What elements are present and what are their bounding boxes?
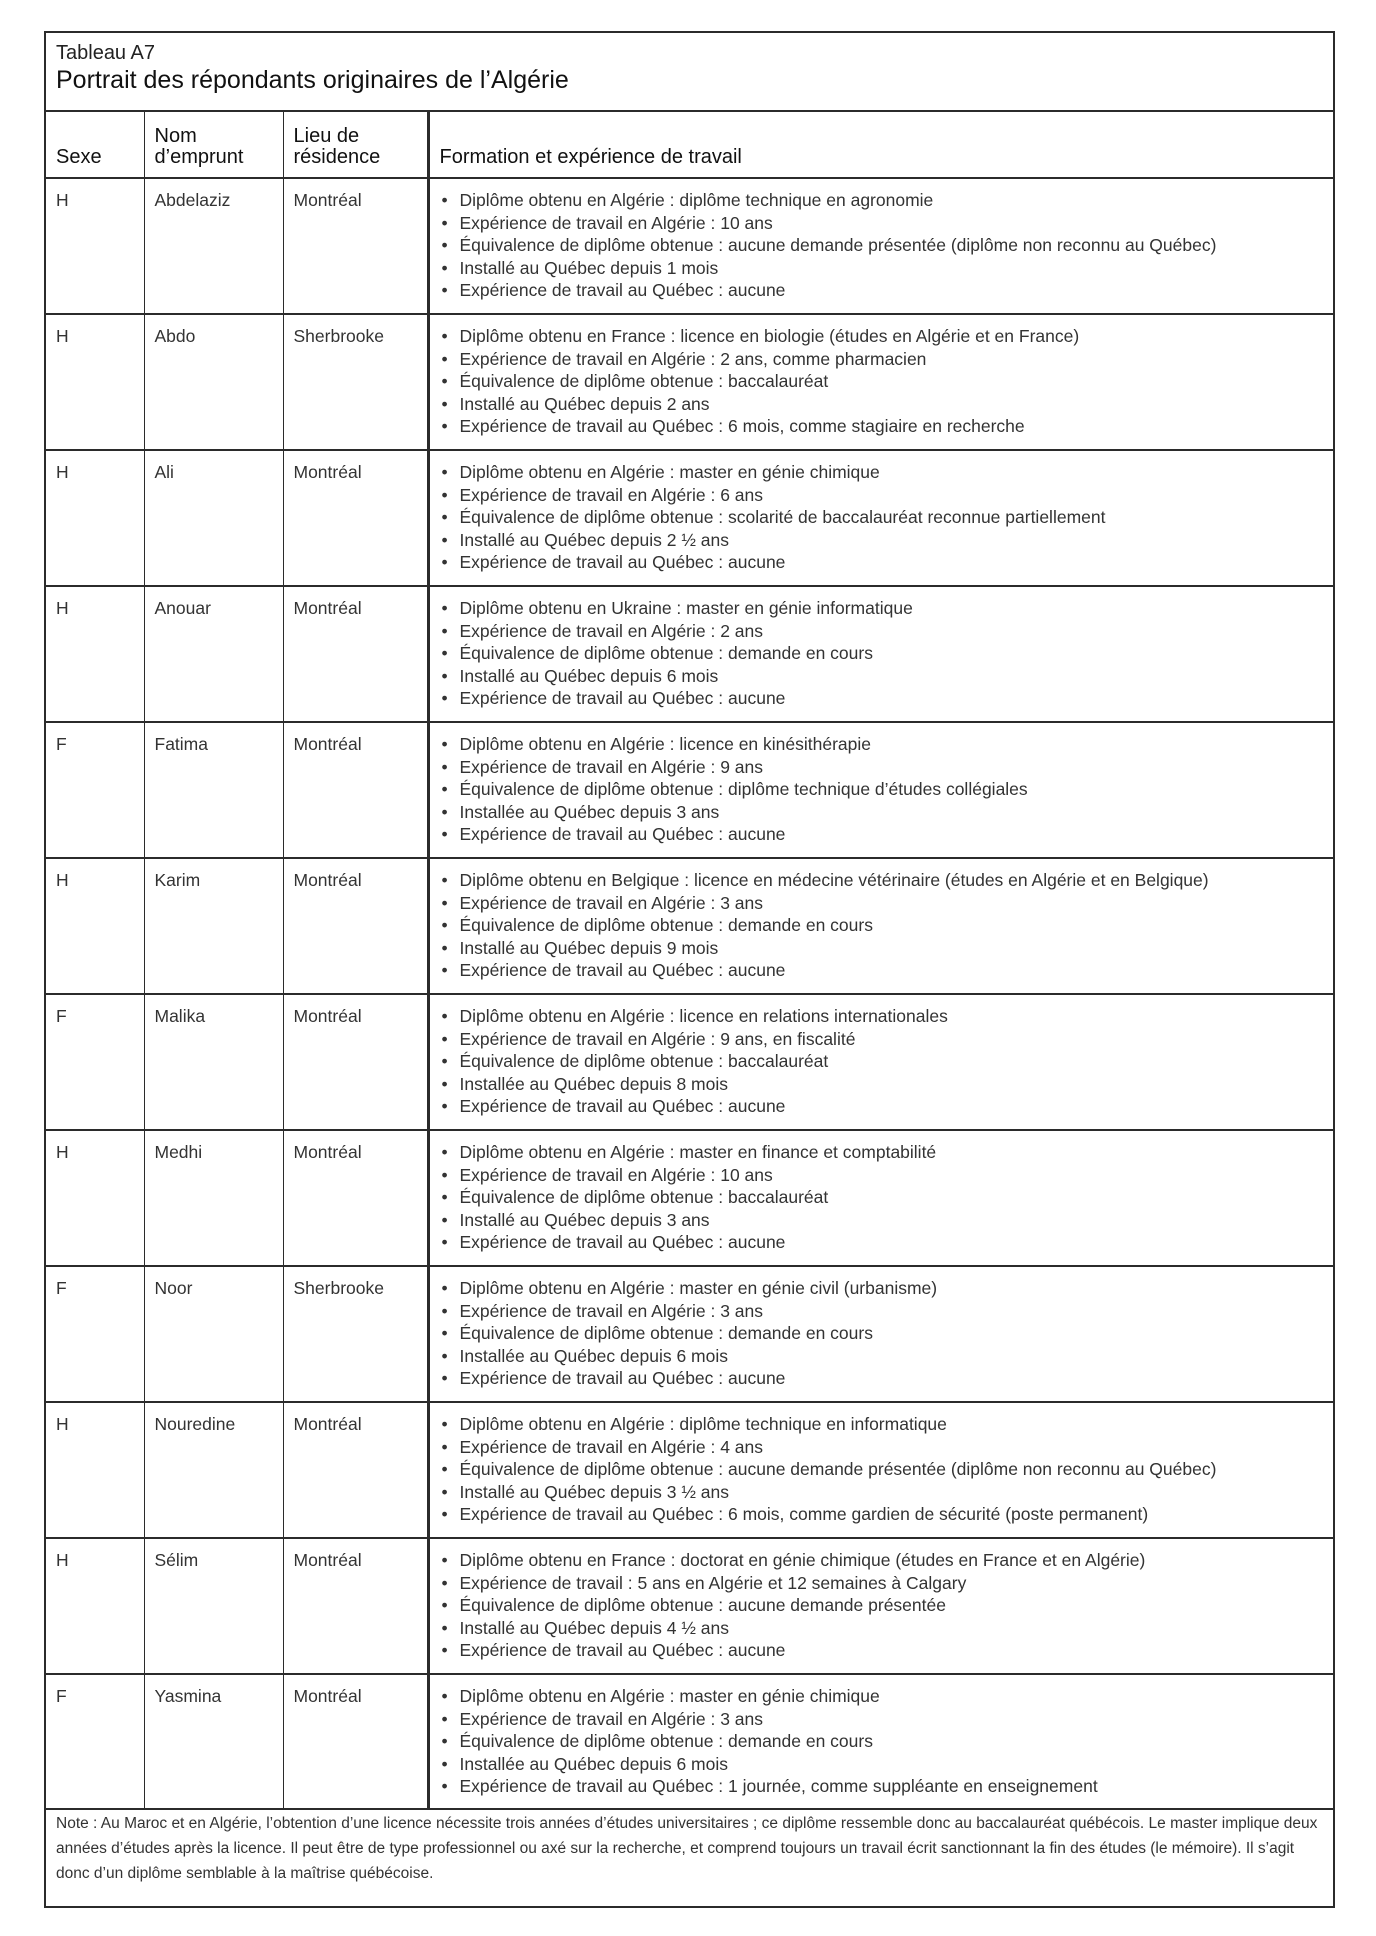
list-item: • Expérience de travail en Algérie : 3 ans (440, 1300, 1326, 1323)
list-item: • Équivalence de diplôme obtenue : aucune demande présentée (diplôme non reconnu au Québec) (440, 1458, 1326, 1481)
cell-formation (428, 1538, 1333, 1674)
list-item: • Installé au Québec depuis 2 ans (440, 393, 1326, 416)
list-item: • Équivalence de diplôme obtenue : demande en cours (440, 914, 1326, 937)
list-item: • Expérience de travail au Québec : aucune (440, 551, 1326, 574)
list-item: • Équivalence de diplôme obtenue : diplôme technique d’études collégiales (440, 778, 1326, 801)
list-item: • Expérience de travail en Algérie : 2 ans (440, 620, 1326, 643)
list-item: • Diplôme obtenu en France : doctorat en génie chimique (études en France et en Algérie) (440, 1549, 1326, 1572)
table-frame (44, 31, 1335, 1908)
list-item: • Diplôme obtenu en Belgique : licence en médecine vétérinaire (études en Algérie et en Belgique) (440, 869, 1326, 892)
cell-sexe: F (46, 1674, 144, 1809)
cell-nom: Yasmina (144, 1674, 283, 1809)
cell-sexe: H (46, 586, 144, 722)
cell-sexe: H (46, 858, 144, 994)
list-item: • Expérience de travail en Algérie : 2 ans, comme pharmacien (440, 348, 1326, 371)
list-item: • Diplôme obtenu en Algérie : master en finance et comptabilité (440, 1141, 1326, 1164)
list-item: • Diplôme obtenu en Ukraine : master en génie informatique (440, 597, 1326, 620)
list-item: • Expérience de travail au Québec : aucune (440, 279, 1326, 302)
table-title-block (46, 33, 1333, 112)
cell-formation (428, 1402, 1333, 1538)
cell-nom: Abdelaziz (144, 178, 283, 314)
cell-nom: Ali (144, 450, 283, 586)
list-item: • Équivalence de diplôme obtenue : baccalauréat (440, 1186, 1326, 1209)
list-item: • Diplôme obtenu en Algérie : master en génie chimique (440, 1685, 1326, 1708)
list-item: • Expérience de travail : 5 ans en Algérie et 12 semaines à Calgary (440, 1572, 1326, 1595)
list-item: • Expérience de travail en Algérie : 3 ans (440, 892, 1326, 915)
list-item: • Installé au Québec depuis 1 mois (440, 257, 1326, 280)
fact-list (440, 1141, 1326, 1254)
table-number: Tableau A7 (56, 42, 155, 64)
list-item: • Expérience de travail au Québec : 1 journée, comme suppléante en enseignement (440, 1775, 1326, 1798)
cell-formation (428, 586, 1333, 722)
cell-sexe: H (46, 178, 144, 314)
cell-sexe: H (46, 1402, 144, 1538)
cell-lieu: Montréal (283, 994, 428, 1130)
fact-list (440, 461, 1326, 574)
cell-nom: Anouar (144, 586, 283, 722)
list-item: • Expérience de travail au Québec : aucune (440, 1367, 1326, 1390)
list-item: • Diplôme obtenu en Algérie : licence en kinésithérapie (440, 733, 1326, 756)
fact-list (440, 189, 1326, 302)
list-item: • Installée au Québec depuis 8 mois (440, 1073, 1326, 1096)
table-row (46, 722, 1333, 858)
header-formation: Formation et expérience de travail (428, 112, 1333, 178)
cell-lieu: Montréal (283, 1130, 428, 1266)
cell-nom: Nouredine (144, 1402, 283, 1538)
cell-formation (428, 1674, 1333, 1809)
cell-formation (428, 450, 1333, 586)
fact-list (440, 869, 1326, 982)
cell-lieu: Montréal (283, 1402, 428, 1538)
list-item: • Expérience de travail au Québec : aucune (440, 1231, 1326, 1254)
cell-lieu: Montréal (283, 178, 428, 314)
cell-sexe: H (46, 450, 144, 586)
cell-nom: Medhi (144, 1130, 283, 1266)
table-row (46, 450, 1333, 586)
list-item: • Équivalence de diplôme obtenue : aucune demande présentée (diplôme non reconnu au Québec) (440, 234, 1326, 257)
list-item: • Diplôme obtenu en Algérie : diplôme technique en informatique (440, 1413, 1326, 1436)
list-item: • Expérience de travail au Québec : 6 mois, comme stagiaire en recherche (440, 415, 1326, 438)
list-item: • Diplôme obtenu en Algérie : diplôme technique en agronomie (440, 189, 1326, 212)
table-note: Note : Au Maroc et en Algérie, l’obtention d’une licence nécessite trois années d’études universitaires ; ce diplôme ressemble donc au baccalauréat québécois. Le master implique deux années d’études après la licence. Il peut être de type professionnel ou axé sur la recherche, et comprend toujours un travail écrit sanctionnant la fin des études (le mémoire). Il s’agit donc d’un diplôme semblable à la maîtrise québécoise. (56, 1815, 1318, 1882)
list-item: • Expérience de travail au Québec : 6 mois, comme gardien de sécurité (poste permanent) (440, 1503, 1326, 1526)
cell-formation (428, 994, 1333, 1130)
list-item: • Expérience de travail en Algérie : 4 ans (440, 1436, 1326, 1459)
table-row (46, 1130, 1333, 1266)
cell-lieu: Sherbrooke (283, 1266, 428, 1402)
fact-list (440, 325, 1326, 438)
fact-list (440, 1005, 1326, 1118)
fact-list (440, 1685, 1326, 1798)
cell-formation (428, 1266, 1333, 1402)
header-row (46, 112, 1333, 178)
list-item: • Équivalence de diplôme obtenue : baccalauréat (440, 370, 1326, 393)
list-item: • Équivalence de diplôme obtenue : aucune demande présentée (440, 1594, 1326, 1617)
cell-sexe: F (46, 1266, 144, 1402)
table-row (46, 1538, 1333, 1674)
table-row (46, 586, 1333, 722)
fact-list (440, 1549, 1326, 1662)
list-item: • Équivalence de diplôme obtenue : scolarité de baccalauréat reconnue partiellement (440, 506, 1326, 529)
cell-nom: Malika (144, 994, 283, 1130)
table-title: Portrait des répondants originaires de l’Algérie (56, 66, 569, 94)
cell-lieu: Montréal (283, 586, 428, 722)
table-body (46, 178, 1333, 1809)
list-item: • Installé au Québec depuis 9 mois (440, 937, 1326, 960)
list-item: • Installé au Québec depuis 3 ½ ans (440, 1481, 1326, 1504)
table-row (46, 1674, 1333, 1809)
cell-sexe: H (46, 1538, 144, 1674)
cell-formation (428, 1130, 1333, 1266)
list-item: • Expérience de travail au Québec : aucune (440, 1095, 1326, 1118)
list-item: • Expérience de travail en Algérie : 10 ans (440, 1164, 1326, 1187)
cell-lieu: Montréal (283, 1674, 428, 1809)
list-item: • Installé au Québec depuis 4 ½ ans (440, 1617, 1326, 1640)
cell-nom: Abdo (144, 314, 283, 450)
list-item: • Diplôme obtenu en Algérie : licence en relations internationales (440, 1005, 1326, 1028)
respondents-table (46, 112, 1333, 1810)
list-item: • Expérience de travail au Québec : aucune (440, 823, 1326, 846)
list-item: • Installée au Québec depuis 6 mois (440, 1753, 1326, 1776)
list-item: • Expérience de travail en Algérie : 3 ans (440, 1708, 1326, 1731)
list-item: • Expérience de travail en Algérie : 6 ans (440, 484, 1326, 507)
list-item: • Installée au Québec depuis 6 mois (440, 1345, 1326, 1368)
cell-lieu: Montréal (283, 722, 428, 858)
list-item: • Installée au Québec depuis 3 ans (440, 801, 1326, 824)
list-item: • Diplôme obtenu en Algérie : master en génie civil (urbanisme) (440, 1277, 1326, 1300)
cell-nom: Fatima (144, 722, 283, 858)
cell-lieu: Sherbrooke (283, 314, 428, 450)
fact-list (440, 733, 1326, 846)
list-item: • Expérience de travail au Québec : aucune (440, 1639, 1326, 1662)
header-nom: Nom d’emprunt (144, 112, 283, 178)
cell-lieu: Montréal (283, 1538, 428, 1674)
fact-list (440, 597, 1326, 710)
cell-nom: Karim (144, 858, 283, 994)
table-row (46, 314, 1333, 450)
cell-nom: Noor (144, 1266, 283, 1402)
table-row (46, 1266, 1333, 1402)
cell-formation (428, 178, 1333, 314)
table-row (46, 858, 1333, 994)
cell-lieu: Montréal (283, 450, 428, 586)
list-item: • Équivalence de diplôme obtenue : demande en cours (440, 1322, 1326, 1345)
cell-sexe: H (46, 314, 144, 450)
table-row (46, 994, 1333, 1130)
list-item: • Équivalence de diplôme obtenue : demande en cours (440, 642, 1326, 665)
list-item: • Installé au Québec depuis 2 ½ ans (440, 529, 1326, 552)
cell-formation (428, 722, 1333, 858)
list-item: • Installé au Québec depuis 6 mois (440, 665, 1326, 688)
list-item: • Installé au Québec depuis 3 ans (440, 1209, 1326, 1232)
cell-sexe: H (46, 1130, 144, 1266)
cell-sexe: F (46, 722, 144, 858)
cell-formation (428, 858, 1333, 994)
cell-formation (428, 314, 1333, 450)
header-sexe: Sexe (46, 112, 144, 178)
cell-sexe: F (46, 994, 144, 1130)
list-item: • Expérience de travail en Algérie : 10 ans (440, 212, 1326, 235)
table-row (46, 178, 1333, 314)
list-item: • Expérience de travail au Québec : aucune (440, 959, 1326, 982)
cell-lieu: Montréal (283, 858, 428, 994)
fact-list (440, 1277, 1326, 1390)
list-item: • Diplôme obtenu en France : licence en biologie (études en Algérie et en France) (440, 325, 1326, 348)
list-item: • Expérience de travail au Québec : aucune (440, 687, 1326, 710)
header-lieu: Lieu de résidence (283, 112, 428, 178)
list-item: • Équivalence de diplôme obtenue : demande en cours (440, 1730, 1326, 1753)
cell-nom: Sélim (144, 1538, 283, 1674)
list-item: • Expérience de travail en Algérie : 9 ans (440, 756, 1326, 779)
list-item: • Diplôme obtenu en Algérie : master en génie chimique (440, 461, 1326, 484)
list-item: • Expérience de travail en Algérie : 9 ans, en fiscalité (440, 1028, 1326, 1051)
list-item: • Équivalence de diplôme obtenue : baccalauréat (440, 1050, 1326, 1073)
table-row (46, 1402, 1333, 1538)
fact-list (440, 1413, 1326, 1526)
